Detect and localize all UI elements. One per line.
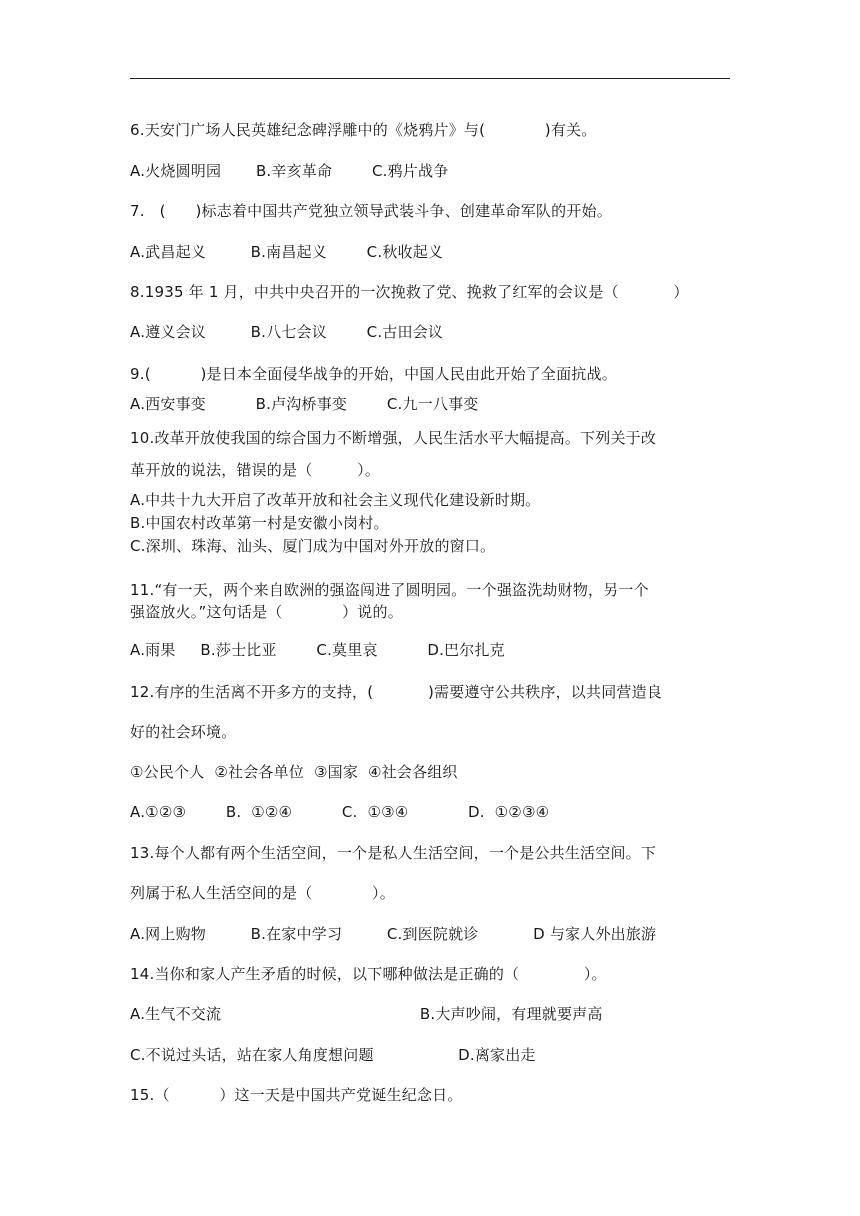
- q7-options: A.武昌起义 B.南昌起义 C.秋收起义: [130, 243, 444, 261]
- q13-options: A.网上购物 B.在家中学习 C.到医院就诊 D 与家人外出旅游: [130, 925, 657, 943]
- question-10-line-1: 10.改革开放使我国的综合国力不断增强，人民生活水平大幅提高。下列关于改: [130, 429, 657, 447]
- q8-options: A.遵义会议 B.八七会议 C.古田会议: [130, 323, 444, 341]
- question-14: 14.当你和家人产生矛盾的时候，以下哪种做法是正确的（ ）。: [130, 965, 607, 983]
- question-11-line-2: 强盗放火。”这句话是（ ）说的。: [130, 603, 403, 621]
- question-11-line-1: 11.“有一天，两个来自欧洲的强盗闯进了圆明园。一个强盗洗劫财物，另一个: [130, 581, 649, 599]
- question-6: 6.天安门广场人民英雄纪念碑浮雕中的《烧鸦片》与( )有关。: [130, 121, 597, 139]
- question-9: 9.( )是日本全面侵华战争的开始，中国人民由此开始了全面抗战。: [130, 365, 617, 383]
- q6-options: A.火烧圆明园 B.辛亥革命 C.鸦片战争: [130, 162, 449, 180]
- q12-choices: ①公民个人 ②社会各单位 ③国家 ④社会各组织: [130, 763, 458, 781]
- question-12-line-1: 12.有序的生活离不开多方的支持，( )需要遵守公共秩序，以共同营造良: [130, 683, 663, 701]
- q12-options: A.①②③ B. ①②④ C. ①③④ D. ①②③④: [130, 803, 550, 821]
- q10-option-c: C.深圳、珠海、汕头、厦门成为中国对外开放的窗口。: [130, 537, 496, 555]
- q11-options: A.雨果 B.莎士比亚 C.莫里哀 D.巴尔扎克: [130, 641, 505, 659]
- question-15: 15.（ ）这一天是中国共产党诞生纪念日。: [130, 1086, 463, 1104]
- question-10-line-2: 革开放的说法，错误的是（ ）。: [130, 461, 381, 479]
- question-7: 7. ( )标志着中国共产党独立领导武装斗争、创建革命军队的开始。: [130, 202, 612, 220]
- header-rule: [130, 78, 730, 79]
- q14-options-cd: C.不说过头话，站在家人角度想问题 D.离家出走: [130, 1046, 536, 1064]
- question-8: 8.1935 年 1 月，中共中央召开的一次挽救了党、挽救了红军的会议是（ ）: [130, 283, 689, 301]
- q9-options: A.西安事变 B.卢沟桥事变 C.九一八事变: [130, 395, 479, 413]
- question-13-line-1: 13.每个人都有两个生活空间，一个是私人生活空间，一个是公共生活空间。下: [130, 844, 657, 862]
- q10-option-a: A.中共十九大开启了改革开放和社会主义现代化建设新时期。: [130, 491, 541, 509]
- q14-options-ab: A.生气不交流 B.大声吵闹，有理就要声高: [130, 1005, 603, 1023]
- question-12-line-2: 好的社会环境。: [130, 723, 237, 741]
- question-13-line-2: 列属于私人生活空间的是（ ）。: [130, 884, 395, 902]
- q10-option-b: B.中国农村改革第一村是安徽小岗村。: [130, 514, 389, 532]
